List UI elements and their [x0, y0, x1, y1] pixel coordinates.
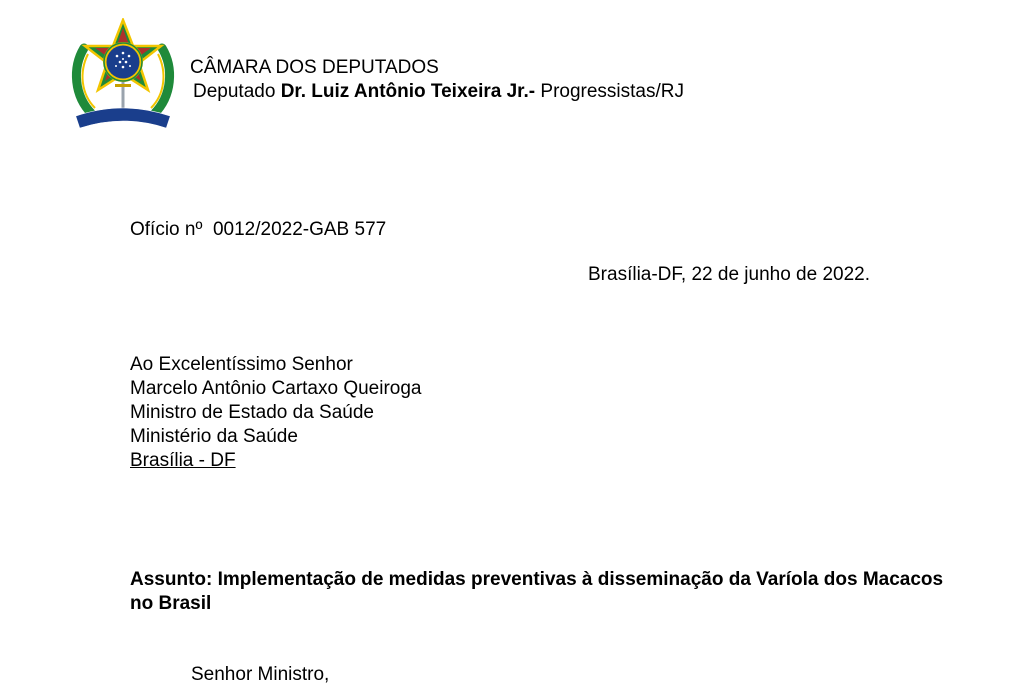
deputy-line — [193, 81, 684, 103]
deputy-name: Dr. Luiz Antônio Teixeira Jr.- — [280, 81, 536, 102]
letter-date: Brasília-DF, 22 de junho de 2022. — [588, 264, 871, 285]
recipient-ministry: Ministério da Saúde — [130, 426, 298, 447]
coat-of-arms-emblem — [70, 18, 176, 136]
deputy-party: Progressistas/RJ — [535, 81, 684, 102]
institution-name: CÂMARA DOS DEPUTADOS — [190, 57, 439, 78]
letter-salutation: Senhor Ministro, — [191, 664, 330, 685]
office-reference: Ofício nº 0012/2022-GAB 577 — [130, 219, 387, 240]
recipient-block — [130, 353, 422, 473]
recipient-name: Marcelo Antônio Cartaxo Queiroga — [130, 378, 422, 399]
deputy-prefix: Deputado — [193, 81, 281, 102]
letter-subject: Assunto: Implementação de medidas preventivas à disseminação da Varíola dos Macacos no Brasil — [130, 569, 944, 614]
recipient-city: Brasília - DF — [130, 450, 236, 471]
recipient-greeting: Ao Excelentíssimo Senhor — [130, 354, 353, 375]
recipient-title: Ministro de Estado da Saúde — [130, 402, 374, 423]
